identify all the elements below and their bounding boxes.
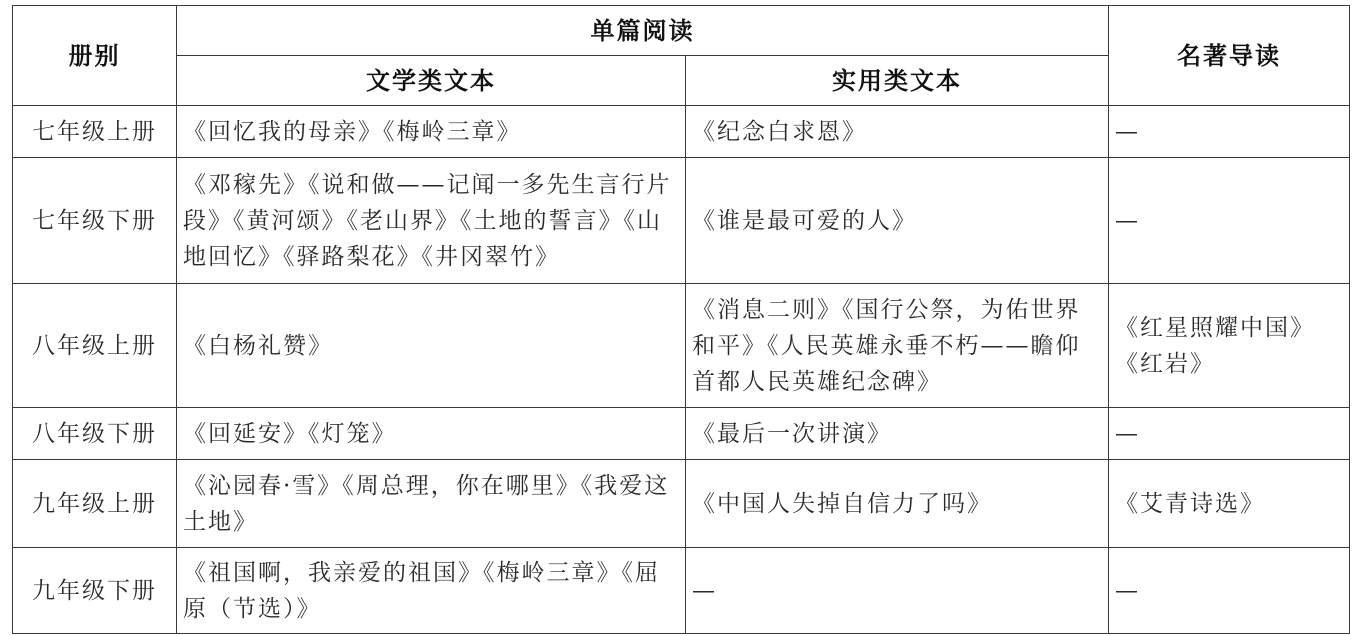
- classics-cell: —: [1109, 158, 1350, 284]
- practical-cell: 《纪念白求恩》: [686, 106, 1109, 158]
- header-classics-guide: 名著导读: [1109, 6, 1350, 106]
- header-single-reading: 单篇阅读: [177, 6, 1109, 56]
- practical-cell: 《最后一次讲演》: [686, 408, 1109, 460]
- grade-cell: 九年级上册: [13, 460, 177, 548]
- header-practical-text: 实用类文本: [686, 56, 1109, 106]
- table-header: [13, 6, 1350, 106]
- classics-cell: —: [1109, 408, 1350, 460]
- header-volume: 册别: [13, 6, 177, 106]
- table-row: [13, 106, 1350, 158]
- table-row: [13, 284, 1350, 408]
- table-row: [13, 408, 1350, 460]
- grade-cell: 八年级上册: [13, 284, 177, 408]
- reading-table: [12, 5, 1350, 634]
- table-row: [13, 548, 1350, 634]
- table-row: [13, 158, 1350, 284]
- header-literary-text: 文学类文本: [177, 56, 686, 106]
- practical-cell: 《谁是最可爱的人》: [686, 158, 1109, 284]
- literary-cell: 《回延安》《灯笼》: [177, 408, 686, 460]
- classics-cell: —: [1109, 106, 1350, 158]
- grade-cell: 七年级下册: [13, 158, 177, 284]
- literary-cell: 《回忆我的母亲》《梅岭三章》: [177, 106, 686, 158]
- header-row: [13, 6, 1350, 56]
- classics-cell: —: [1109, 548, 1350, 634]
- literary-cell: 《祖国啊，我亲爱的祖国》《梅岭三章》《屈原（节选）》: [177, 548, 686, 634]
- literary-cell: 《邓稼先》《说和做——记闻一多先生言行片段》《黄河颂》《老山界》《土地的誓言》《山地回忆》《驿路梨花》《井冈翠竹》: [177, 158, 686, 284]
- table-row: [13, 460, 1350, 548]
- grade-cell: 九年级下册: [13, 548, 177, 634]
- literary-cell: 《白杨礼赞》: [177, 284, 686, 408]
- table-body: [13, 106, 1350, 634]
- grade-cell: 八年级下册: [13, 408, 177, 460]
- practical-cell: 《消息二则》《国行公祭，为佑世界和平》《人民英雄永垂不朽——瞻仰首都人民英雄纪念碑》: [686, 284, 1109, 408]
- practical-cell: —: [686, 548, 1109, 634]
- grade-cell: 七年级上册: [13, 106, 177, 158]
- classics-cell: 《红星照耀中国》《红岩》: [1109, 284, 1350, 408]
- practical-cell: 《中国人失掉自信力了吗》: [686, 460, 1109, 548]
- classics-cell: 《艾青诗选》: [1109, 460, 1350, 548]
- literary-cell: 《沁园春·雪》《周总理，你在哪里》《我爱这土地》: [177, 460, 686, 548]
